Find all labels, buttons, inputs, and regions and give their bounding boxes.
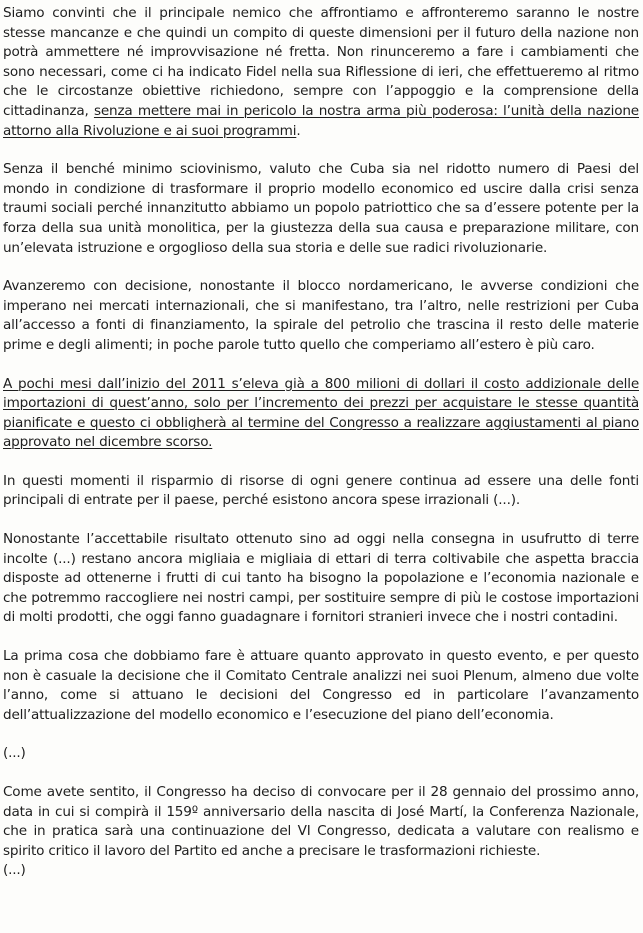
ellipsis-paragraph	[3, 744, 639, 764]
document-body	[3, 4, 639, 881]
paragraph-3	[3, 277, 639, 355]
paragraph-2	[3, 160, 639, 258]
text-run: Siamo convinti che il principale nemico che affrontiamo e affronteremo saranno le nostre stesse mancanze e che quindi un compito di queste dimensioni per il futuro della nazione non potrà ammettere né improvvisazione né fretta. Non rinunceremo a fare i cambiamenti che sono necessari, come ci ha indicato Fidel nella sua Riflessione di ieri, che effettueremo al ritmo che le circostanze obiettive richiedono, sempre con l’appoggio e la comprensione della cittadinanza,	[3, 5, 639, 119]
text-run: Come avete sentito, il Congresso ha deciso di convocare per il 28 gennaio del prossimo anno, data in cui si compirà il 159º anniversario della nascita di José Martí, la Conferenza Nazionale, che in pratica sarà una continuazione del VI Congresso, dedicata a valutare con realismo e spirito critico il lavoro del Partito ed anche a precisare le trasformazioni richieste.	[3, 784, 639, 859]
paragraph-6	[3, 530, 639, 628]
underlined-text-run: senza mettere mai in pericolo la nostra arma più poderosa: l’unità della nazione attorno alla Rivoluzione e ai suoi programmi	[3, 102, 639, 139]
text-run: Senza il benché minimo sciovinismo, valuto che Cuba sia nel ridotto numero di Paesi del mondo in condizione di trasformare il proprio modello economico ed uscire dalla crisi senza traumi sociali perché innanzitutto abbiamo un popolo patriottico che sa d’essere potente per la forza della sua unità monolitica, per la giustezza della sua causa e preparazione militare, con un’elevata istruzione e orgoglioso della sua storia e delle sue radici rivoluzionarie.	[3, 161, 639, 256]
underlined-text-run: A pochi mesi dall’inizio del 2011 s’eleva già a 800 milioni di dollari il costo addizionale delle importazioni di quest’anno, solo per l’incremento dei prezzi per acquistare le stesse quantità pianificate e questo ci obbligherà al termine del Congresso a realizzare aggiustamenti al piano approvato nel dicembre scorso.	[3, 375, 639, 451]
text-run: .	[296, 122, 301, 139]
ellipsis-paragraph-final	[3, 861, 639, 881]
paragraph-9	[3, 783, 639, 861]
text-run: Nonostante l’accettabile risultato ottenuto sino ad oggi nella consegna in usufrutto di terre incolte (...) restano ancora migliaia e migliaia di ettari di terra coltivabile che aspetta braccia disposte ad ottenerne i frutti di cui tanto ha bisogno la popolazione e l’economia nazionale e che potremmo raccogliere nei nostri campi, per sostituire sempre di più le costose importazioni di molti prodotti, che oggi fanno guadagnare i fornitori stranieri invece che i nostri contadini.	[3, 531, 639, 626]
text-run: (...)	[3, 862, 26, 879]
text-run: In questi momenti il risparmio di risorse di ogni genere continua ad essere una delle fonti principali di entrate per il paese, perché esistono ancora spese irrazionali (...).	[3, 472, 639, 509]
paragraph-5	[3, 472, 639, 511]
text-run: Avanzeremo con decisione, nonostante il blocco nordamericano, le avverse condizioni che imperano nei mercati internazionali, che si manifestano, tra l’altro, nelle restrizioni per Cuba all’accesso a fonti di finanziamento, la spirale del petrolio che trascina il resto delle materie prime e degli alimenti; in poche parole tutto quello che comperiamo all’estero è più caro.	[3, 278, 639, 353]
paragraph-1	[3, 4, 639, 141]
paragraph-4	[3, 375, 639, 453]
paragraph-7	[3, 647, 639, 725]
text-run: La prima cosa che dobbiamo fare è attuare quanto approvato in questo evento, e per questo non è casuale la decisione che il Comitato Centrale analizzi nei suoi Plenum, almeno due volte l’anno, come si attuano le decisioni del Congresso ed in particolare l’avanzamento dell’attualizzazione del modello economico e l’esecuzione del piano dell’economia.	[3, 648, 639, 723]
text-run: (...)	[3, 745, 26, 762]
